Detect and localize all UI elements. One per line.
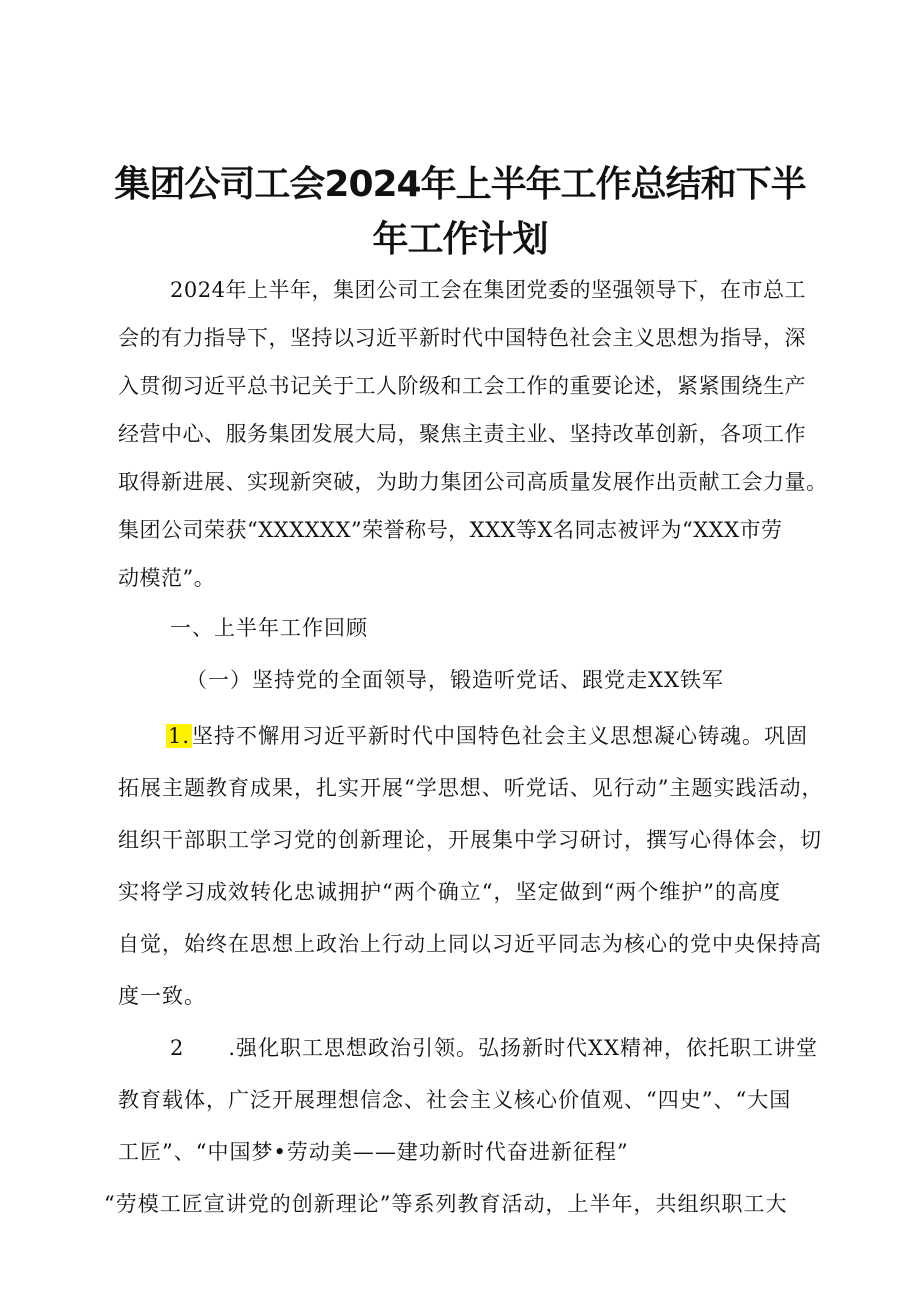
item-1-line: 自觉，始终在思想上政治上行动上同以习近平同志为核心的党中央保持高: [118, 932, 822, 956]
item-2-line: 教育载体，广泛开展理想信念、社会主义核心价值观、“四史”、“大国: [118, 1088, 792, 1112]
intro-line: 2024年上半年，集团公司工会在集团党委的坚强领导下，在市总工: [170, 278, 806, 302]
item-1-text: 坚持不懈用习近平新时代中国特色社会主义思想凝心铸魂。巩固: [192, 724, 809, 748]
document-title-line-2: 年工作计划: [372, 219, 548, 260]
subsection-heading: （一）坚持党的全面领导，锻造听党话、跟党走XX铁军: [186, 668, 724, 692]
intro-line: 集团公司荣获“XXXXXX”荣誉称号，XXX等X名同志被评为“XXX市劳: [118, 518, 783, 542]
section-heading: 一、上半年工作回顾: [170, 616, 368, 640]
item-1-line: 组织干部职工学习党的创新理论，开展集中学习研讨，撰写心得体会，切: [118, 828, 822, 852]
intro-line: 经营中心、服务集团发展大局，聚焦主责主业、坚持改革创新，各项工作: [118, 422, 806, 446]
document-title-line-1: 集团公司工会2024年上半年工作总结和下半: [114, 164, 806, 205]
item-2-number: 2: [170, 1036, 185, 1060]
item-2-line: “劳模工匠宣讲党的创新理论”等系列教育活动，上半年，共组织职工大: [104, 1192, 788, 1216]
item-1-line: 拓展主题教育成果，扎实开展“学思想、听党话、见行动”主题实践活动，: [118, 776, 824, 800]
item-1-number: 1.: [168, 724, 191, 748]
intro-line: 动模范”。: [118, 566, 216, 590]
item-1-line: 度一致。: [118, 984, 206, 1008]
intro-line: 取得新进展、实现新突破，为助力集团公司高质量发展作出贡献工会力量。: [118, 470, 828, 494]
item-2-text: .强化职工思想政治引领。弘扬新时代XX精神，依托职工讲堂: [228, 1036, 818, 1060]
intro-line: 会的有力指导下，坚持以习近平新时代中国特色社会主义思想为指导，深: [118, 326, 806, 350]
item-1-line: 实将学习成效转化忠诚拥护“两个确立“，坚定做到“两个维护”的高度: [118, 880, 781, 904]
intro-line: 入贯彻习近平总书记关于工人阶级和工会工作的重要论述，紧紧围绕生产: [118, 374, 806, 398]
item-2-line: 工匠”、“中国梦•劳动美——建功新时代奋进新征程”: [118, 1140, 629, 1164]
